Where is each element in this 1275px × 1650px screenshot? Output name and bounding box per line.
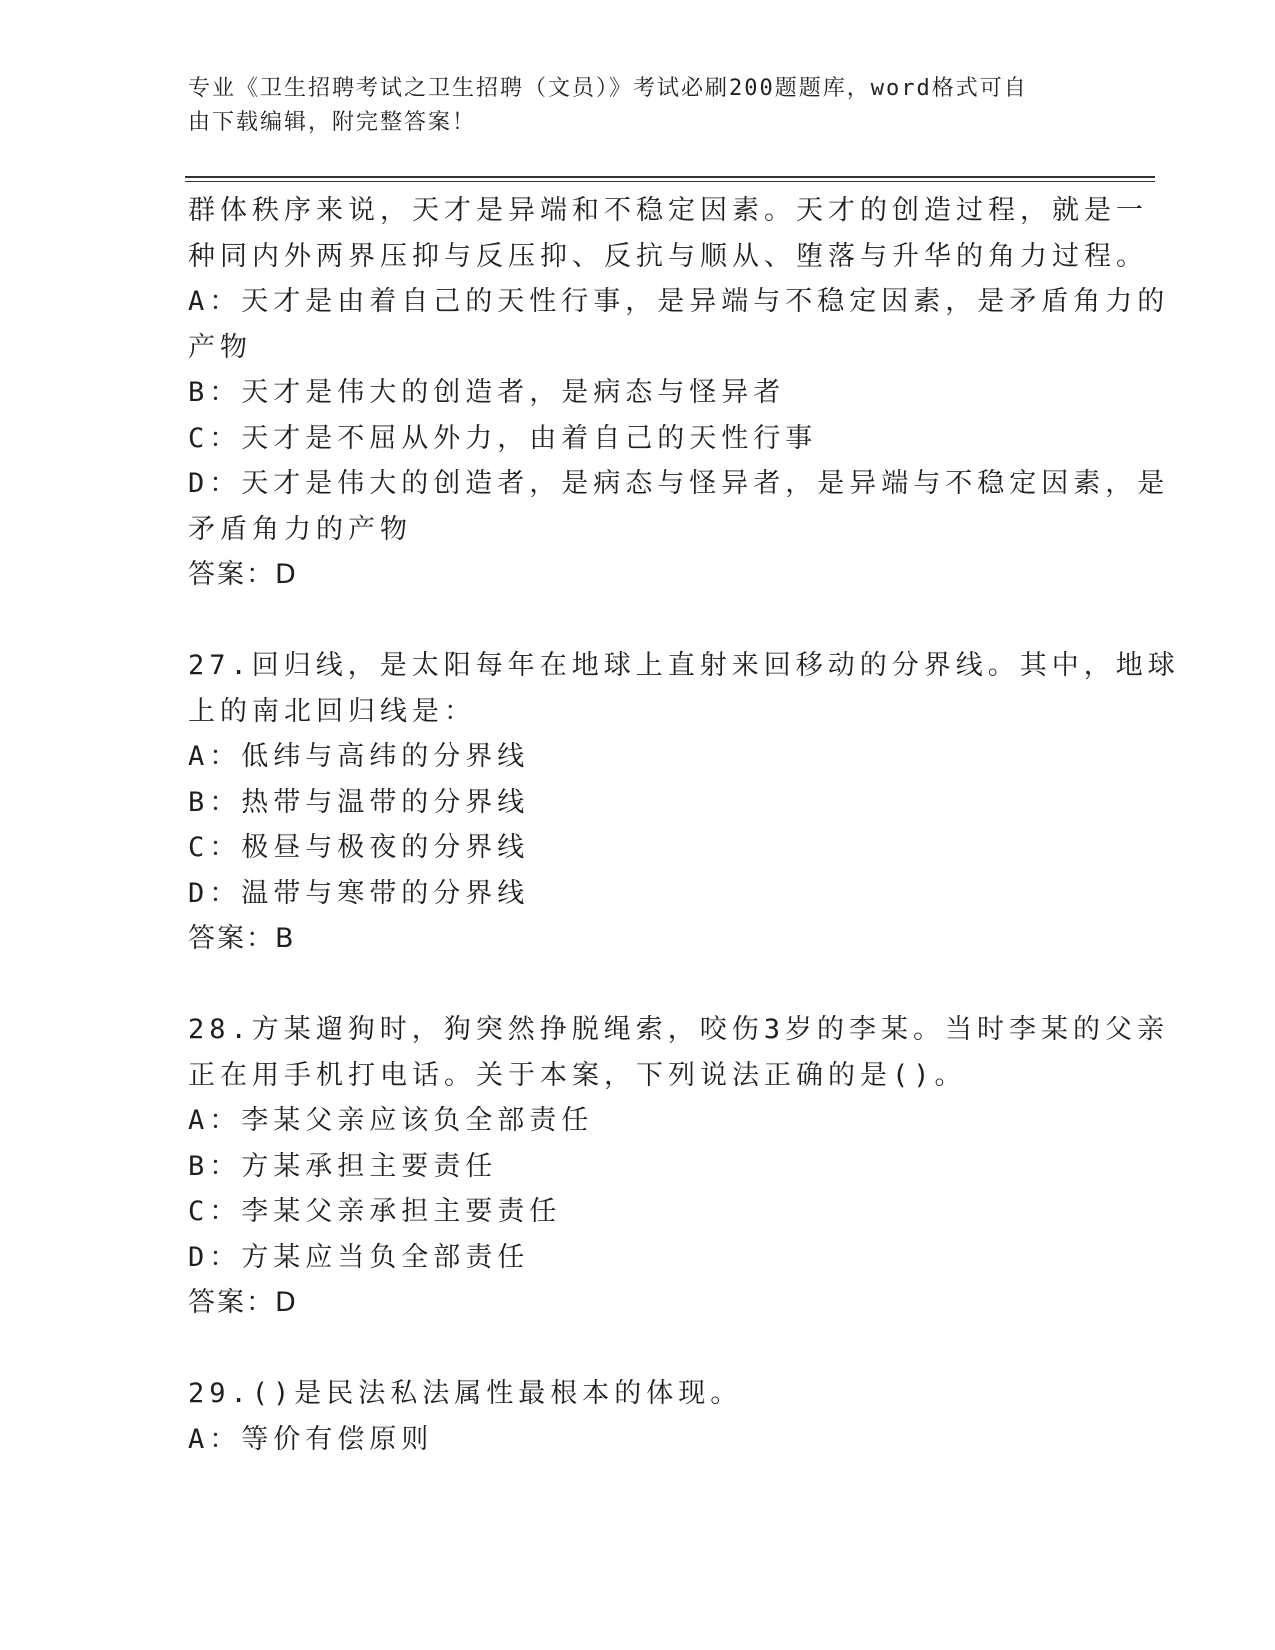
header-line-2: 由下载编辑，附完整答案！ [188, 110, 477, 135]
spacer [188, 598, 1078, 644]
option-c: C：极昼与极夜的分界线 [188, 832, 530, 863]
header-rule-thick [185, 176, 1155, 178]
question-text-line: 种同内外两界压抑与反压抑、反抗与顺从、堕落与升华的角力过程。 [188, 240, 1148, 272]
option-d: D：温带与寒带的分界线 [188, 877, 530, 909]
answer-line: 答案：D [188, 1287, 298, 1318]
question-text-line: 29.()是民法私法属性最根本的体现。 [188, 1378, 743, 1409]
question-body [188, 188, 1180, 1462]
option-a: A：等价有偿原则 [188, 1423, 434, 1455]
question-text-line: 群体秩序来说，天才是异端和不稳定因素。天才的创造过程，就是一 [188, 195, 1148, 226]
option-a: A：李某父亲应该负全部责任 [188, 1105, 594, 1136]
spacer [188, 1326, 1078, 1372]
answer-line: 答案：D [188, 559, 298, 590]
answer-line: 答案：B [188, 923, 296, 954]
question-29 [188, 1371, 1078, 1462]
question-text-line: 27.回归线，是太阳每年在地球上直射来回移动的分界线。其中，地球 [188, 650, 1180, 681]
question-27 [188, 643, 1180, 962]
header-rule-thin [185, 181, 1155, 182]
page-header [188, 72, 1088, 140]
option-b: B：方某承担主要责任 [188, 1150, 498, 1182]
option-d: D：天才是伟大的创造者，是病态与怪异者，是异端与不稳定因素，是 [188, 468, 1170, 499]
option-d-continued: 矛盾角力的产物 [188, 513, 412, 545]
option-b: B：热带与温带的分界线 [188, 786, 530, 818]
question-28 [188, 1007, 1170, 1326]
question-text-line: 28.方某遛狗时，狗突然挣脱绳索，咬伤3岁的李某。当时李某的父亲 [188, 1014, 1170, 1045]
option-b: B：天才是伟大的创造者，是病态与怪异者 [188, 377, 786, 408]
option-c: C：李某父亲承担主要责任 [188, 1196, 562, 1227]
question-26-continued [188, 188, 1170, 598]
spacer [188, 962, 1078, 1008]
option-c: C：天才是不屈从外力，由着自己的天性行事 [188, 422, 818, 454]
option-a: A：天才是由着自己的天性行事，是异端与不稳定因素，是矛盾角力的 [188, 286, 1170, 317]
header-line-1: 专业《卫生招聘考试之卫生招聘（文员）》考试必刷200题题库，word格式可自 [188, 76, 1028, 101]
option-a-continued: 产物 [188, 331, 252, 363]
question-text-line: 上的南北回归线是： [188, 695, 476, 727]
option-a: A：低纬与高纬的分界线 [188, 741, 530, 772]
question-text-line: 正在用手机打电话。关于本案，下列说法正确的是()。 [188, 1059, 967, 1091]
option-d: D：方某应当负全部责任 [188, 1241, 530, 1273]
